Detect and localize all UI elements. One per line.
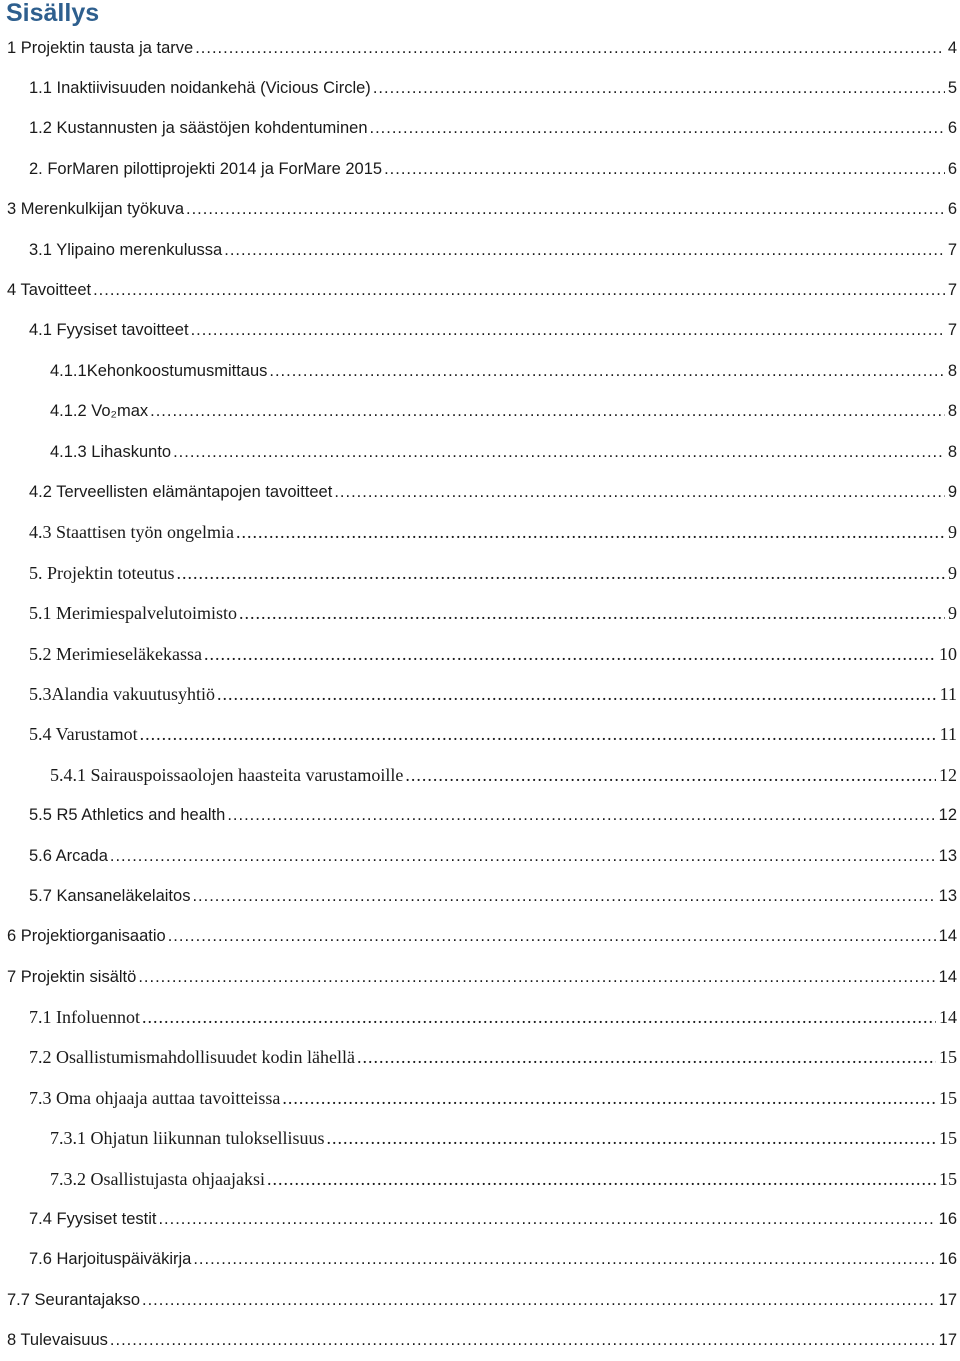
toc-page-number: 15: [939, 1168, 957, 1189]
toc-entry-label: 7.4 Fyysiset testit: [29, 1210, 157, 1229]
toc-page-number: 14: [938, 967, 957, 986]
toc-entry-label: 8 Tulevaisuus: [7, 1331, 108, 1350]
toc-dot-leader: [217, 684, 937, 705]
toc-entry[interactable]: [0, 836, 960, 876]
toc-heading: Sisällys: [6, 0, 100, 27]
toc-entry[interactable]: [0, 715, 960, 755]
toc-entry[interactable]: [0, 957, 960, 997]
toc-page-number: 15: [939, 1087, 957, 1108]
toc-entry[interactable]: [0, 472, 960, 512]
toc-dot-leader: [168, 927, 936, 946]
toc-entry-label: 7.7 Seurantajakso: [7, 1290, 141, 1309]
toc-page-number: 7: [947, 281, 957, 300]
toc-page-number: 8: [947, 402, 957, 421]
toc-entry-label: 1.1 Inaktiivisuuden noidankehä (Vicious Circle): [29, 79, 371, 98]
toc-entry[interactable]: [0, 997, 960, 1037]
toc-page-number: 13: [938, 886, 957, 905]
toc-dot-leader: [192, 887, 935, 906]
toc-entry-label: 5.4.1 Sairauspoissaolojen haasteita varustamoille: [50, 764, 404, 785]
toc-page-number: 6: [947, 159, 957, 178]
toc-dot-leader: [142, 1291, 936, 1310]
toc-entry-label: 4 Tavoitteet: [7, 281, 92, 300]
toc-entry-label: 1 Projektin tausta ja tarve: [7, 38, 194, 57]
toc-dot-leader: [282, 1088, 936, 1109]
toc-entry-label: 7 Projektin sisältö: [7, 967, 137, 986]
table-of-contents: [0, 28, 960, 1361]
toc-entry[interactable]: [0, 149, 960, 189]
toc-entry[interactable]: [0, 553, 960, 593]
toc-dot-leader: [150, 402, 945, 421]
toc-entry[interactable]: [0, 674, 960, 714]
toc-dot-leader: [327, 1128, 937, 1149]
toc-dot-leader: [158, 1210, 935, 1229]
toc-entry[interactable]: [0, 513, 960, 553]
toc-dot-leader: [357, 1047, 936, 1068]
toc-entry[interactable]: [0, 795, 960, 835]
toc-entry[interactable]: [0, 593, 960, 633]
toc-dot-leader: [191, 321, 945, 340]
toc-page-number: 12: [938, 806, 957, 825]
toc-dot-leader: [204, 644, 936, 665]
toc-page-number: 9: [948, 562, 957, 583]
toc-entry[interactable]: [0, 28, 960, 68]
toc-entry[interactable]: [0, 190, 960, 230]
toc-dot-leader: [186, 200, 945, 219]
toc-page-number: 10: [939, 643, 957, 664]
toc-entry-label: 7.2 Osallistumismahdollisuudet kodin lähellä: [29, 1047, 355, 1068]
toc-dot-leader: [224, 241, 945, 260]
toc-entry-label: 7.3.1 Ohjatun liikunnan tuloksellisuus: [50, 1128, 325, 1149]
toc-entry-label: 7.3.2 Osallistujasta ohjaajaksi: [50, 1168, 265, 1189]
toc-entry-label: 1.2 Kustannusten ja säästöjen kohdentuminen: [29, 119, 368, 138]
toc-dot-leader: [173, 443, 945, 462]
toc-page-number: 6: [947, 200, 957, 219]
toc-page-number: 6: [947, 119, 957, 138]
toc-dot-leader: [269, 362, 944, 381]
toc-page-number: 8: [947, 361, 957, 380]
toc-page-number: 15: [939, 1047, 957, 1068]
toc-entry-label: 4.2 Terveellisten elämäntapojen tavoitteet: [29, 482, 333, 501]
toc-page-number: 7: [947, 321, 957, 340]
toc-entry[interactable]: [0, 392, 960, 432]
toc-entry-label: 4.1 Fyysiset tavoitteet: [29, 321, 189, 340]
toc-page-number: 5: [947, 79, 957, 98]
toc-entry-label: 4.3 Staattisen työn ongelmia: [29, 522, 234, 543]
toc-entry-label: 5.4 Varustamot: [29, 724, 138, 745]
toc-page-number: 14: [939, 1007, 957, 1028]
toc-entry-label: 5.1 Merimiespalvelutoimisto: [29, 603, 237, 624]
toc-page-number: 12: [939, 764, 957, 785]
toc-entry[interactable]: [0, 755, 960, 795]
toc-page-number: 16: [938, 1250, 957, 1269]
toc-entry-label: 3 Merenkulkijan työkuva: [7, 200, 185, 219]
toc-entry[interactable]: [0, 634, 960, 674]
toc-page-number: 13: [938, 846, 957, 865]
toc-page-number: 4: [947, 38, 957, 57]
toc-entry[interactable]: [0, 311, 960, 351]
toc-dot-leader: [373, 79, 945, 98]
toc-entry[interactable]: [0, 876, 960, 916]
toc-dot-leader: [239, 603, 945, 624]
toc-entry[interactable]: [0, 1280, 960, 1320]
toc-entry-label: 5. Projektin toteutus: [29, 562, 175, 583]
toc-entry[interactable]: [0, 351, 960, 391]
toc-entry[interactable]: [0, 270, 960, 310]
toc-entry[interactable]: [0, 1119, 960, 1159]
toc-page-number: 9: [948, 603, 957, 624]
toc-page-number: 7: [947, 240, 957, 259]
toc-entry[interactable]: [0, 1078, 960, 1118]
toc-page-number: 11: [939, 724, 957, 745]
toc-entry[interactable]: [0, 109, 960, 149]
toc-dot-leader: [142, 1007, 936, 1028]
toc-entry-label: 5.5 R5 Athletics and health: [29, 806, 226, 825]
toc-dot-leader: [110, 847, 936, 866]
toc-entry-label: 7.3 Oma ohjaaja auttaa tavoitteissa: [29, 1087, 281, 1108]
toc-entry-label: 4.1.3 Lihaskunto: [50, 442, 172, 461]
toc-entry-label: 5.6 Arcada: [29, 846, 108, 865]
toc-dot-leader: [384, 160, 945, 179]
toc-page-number: 11: [939, 683, 957, 704]
toc-dot-leader: [236, 522, 945, 543]
toc-entry-label: 2. ForMaren pilottiprojekti 2014 ja ForMare 2015: [29, 159, 383, 178]
toc-dot-leader: [334, 483, 945, 502]
toc-dot-leader: [195, 39, 945, 58]
toc-entry[interactable]: [0, 1240, 960, 1280]
toc-entry[interactable]: [0, 917, 960, 957]
toc-dot-leader: [227, 806, 935, 825]
toc-entry[interactable]: [0, 1321, 960, 1361]
toc-dot-leader: [267, 1169, 936, 1190]
toc-page-number: 15: [939, 1128, 957, 1149]
toc-dot-leader: [110, 1331, 936, 1350]
toc-dot-leader: [138, 968, 935, 987]
toc-entry-label: 5.3Alandia vakuutusyhtiö: [29, 683, 215, 704]
toc-entry-label: 5.2 Merimieseläkekassa: [29, 643, 202, 664]
toc-dot-leader: [93, 281, 945, 300]
toc-entry[interactable]: [0, 1038, 960, 1078]
toc-entry[interactable]: [0, 432, 960, 472]
toc-page-number: 8: [947, 442, 957, 461]
toc-entry[interactable]: [0, 1159, 960, 1199]
toc-entry-label: 4.1.1Kehonkoostumusmittaus: [50, 361, 268, 380]
toc-entry-label: 4.1.2 Vo₂max: [50, 402, 149, 421]
toc-entry[interactable]: [0, 1199, 960, 1239]
toc-entry-label: 5.7 Kansaneläkelaitos: [29, 886, 191, 905]
toc-entry[interactable]: [0, 68, 960, 108]
toc-page-number: 16: [938, 1210, 957, 1229]
toc-entry-label: 7.1 Infoluennot: [29, 1007, 140, 1028]
toc-page-number: 9: [948, 522, 957, 543]
toc-dot-leader: [193, 1250, 935, 1269]
toc-page-number: 17: [938, 1331, 957, 1350]
toc-entry-label: 7.6 Harjoituspäiväkirja: [29, 1250, 192, 1269]
toc-dot-leader: [177, 563, 946, 584]
toc-dot-leader: [370, 119, 945, 138]
toc-page-number: 14: [938, 927, 957, 946]
toc-page-number: 9: [947, 482, 957, 501]
toc-entry[interactable]: [0, 230, 960, 270]
toc-dot-leader: [405, 765, 936, 786]
toc-entry-label: 3.1 Ylipaino merenkulussa: [29, 240, 223, 259]
toc-dot-leader: [140, 724, 937, 745]
toc-page-number: 17: [938, 1290, 957, 1309]
toc-entry-label: 6 Projektiorganisaatio: [7, 927, 166, 946]
